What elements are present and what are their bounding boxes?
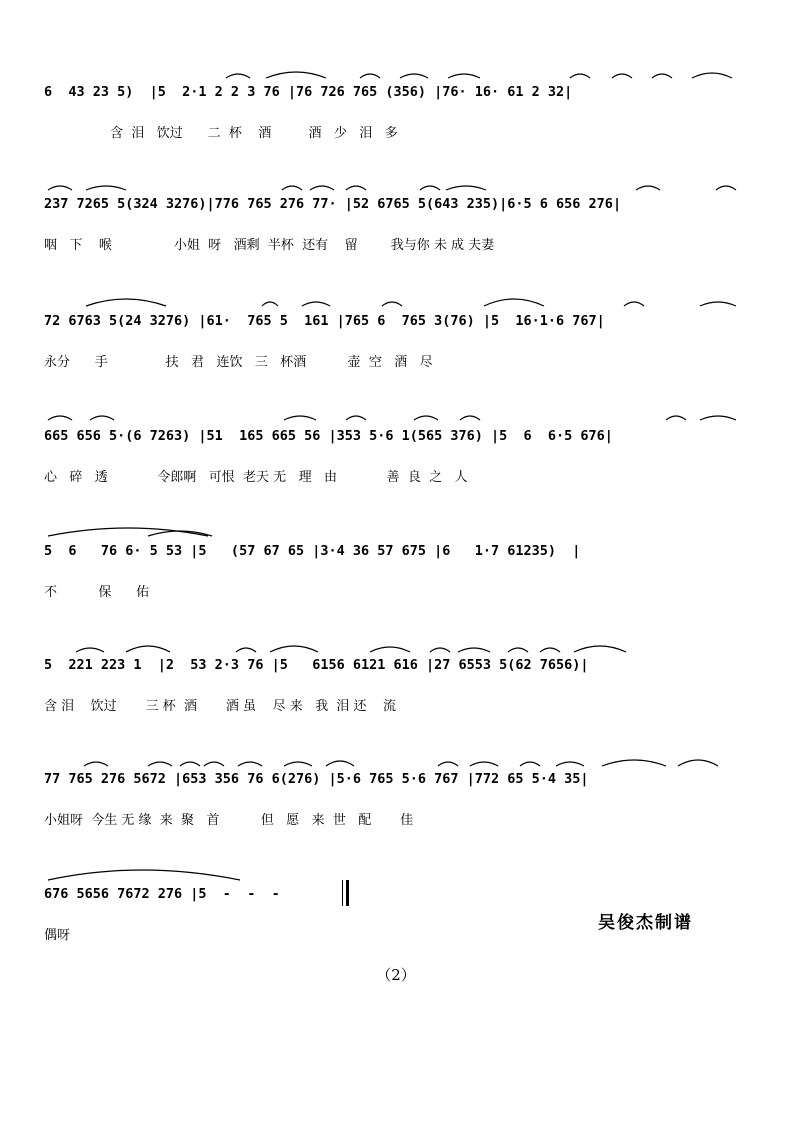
lyrics-line-3: 永分 手 扶 君 连饮 三 杯酒 壶 空 酒 尽 [44,355,433,370]
lyrics-line-7: 小姐呀 今生 无 缘 来 聚 首 但 愿 来 世 配 佳 [44,813,414,828]
lyrics-line-1: 含 泪 饮过 二 杯 酒 酒 少 泪 多 [44,126,398,141]
notes-line-8: 676 5656 7672 276 |5 - - - [44,886,280,902]
notes-line-6: 5 221 223 1 |2 53 2·3 76 |5 6156 6121 616 |27 6553 5(62 7656)| [44,657,589,673]
lyrics-line-6: 含 泪 饮过 三 杯 酒 酒 虽 尽 来 我 泪 还 流 [44,699,397,714]
final-barline-thin [342,880,343,906]
final-barline-thick [346,880,349,906]
arranger-signature: 吴俊杰制谱 [598,913,693,933]
page-number: （2） [376,966,416,984]
notes-line-4: 665 656 5·(6 7263) |51 165 665 56 |353 5·6 1(565 376) |5 6 6·5 676| [44,428,613,444]
notes-line-2: 237 7265 5(324 3276)|776 765 276 77· |52 6765 5(643 235)|6·5 6 656 276| [44,196,622,212]
lyrics-line-8: 偶呀 [44,928,71,943]
lyrics-line-4: 心 碎 透 令郎啊 可恨 老天 无 理 由 善 良 之 人 [44,470,468,485]
lyrics-line-2: 咽 下 喉 小姐 呀 酒剩 半杯 还有 留 我与你 未 成 夫妻 [44,238,495,253]
notes-line-1: 6 43 23 5) |5 2·1 2 2 3 76 |76 726 765 (356) |76· 16· 61 2 32| [44,84,573,100]
lyrics-line-5: 不 保 佑 [44,585,150,600]
notes-line-7: 77 765 276 5672 |653 356 76 6(276) |5·6 765 5·6 767 |772 65 5·4 35| [44,771,589,787]
notes-line-3: 72 6763 5(24 3276) |61· 765 5 161 |765 6 765 3(76) |5 16·1·6 767| [44,313,605,329]
notes-line-5: 5 6 76 6· 5 53 |5 (57 67 65 |3·4 36 57 675 |6 1·7 61235) | [44,543,581,559]
